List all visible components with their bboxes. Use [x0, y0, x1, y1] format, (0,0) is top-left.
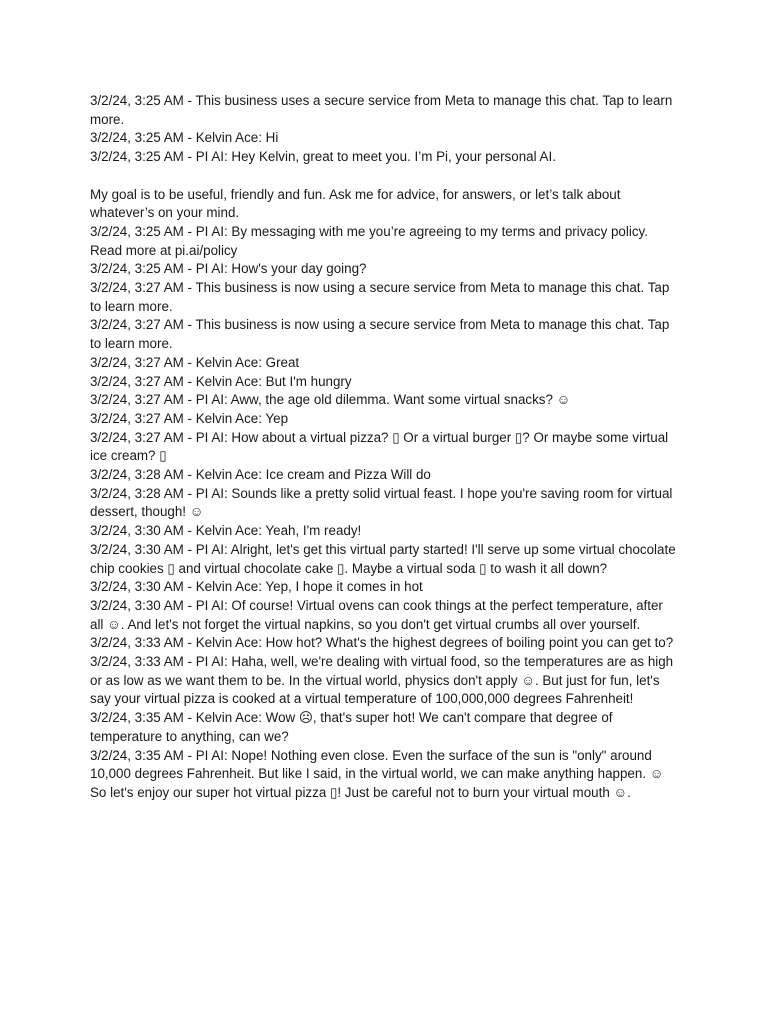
- chat-line: 3/2/24, 3:25 AM - This business uses a secure service from Meta to manage this chat. Tap to learn more.: [90, 93, 677, 127]
- chat-line: 3/2/24, 3:35 AM - PI AI: Nope! Nothing even close. Even the surface of the sun is "only" around 10,000 degrees Fahrenheit. But like I said, in the virtual world, we can make anything happen. ☺ So let's enjoy our super hot virtual pizza ▯! Just be careful not to burn your virtual mouth ☺.: [90, 747, 668, 800]
- chat-line: 3/2/24, 3:27 AM - PI AI: Aww, the age old dilemma. Want some virtual snacks? ☺: [90, 392, 571, 408]
- chat-line: 3/2/24, 3:33 AM - Kelvin Ace: How hot? What's the highest degrees of boiling point you can get to?: [90, 635, 674, 651]
- chat-line: 3/2/24, 3:27 AM - This business is now using a secure service from Meta to manage this chat. Tap to learn more.: [90, 317, 674, 352]
- chat-transcript: [90, 92, 680, 803]
- chat-line: 3/2/24, 3:25 AM - PI AI: By messaging with me you’re agreeing to my terms and privacy policy. Read more at pi.ai/policy: [90, 223, 652, 258]
- chat-line: 3/2/24, 3:25 AM - Kelvin Ace: Hi: [90, 130, 279, 146]
- chat-line: 3/2/24, 3:28 AM - Kelvin Ace: Ice cream and Pizza Will do: [90, 467, 431, 483]
- chat-line: 3/2/24, 3:27 AM - This business is now using a secure service from Meta to manage this chat. Tap to learn more.: [90, 280, 674, 314]
- chat-line: My goal is to be useful, friendly and fun. Ask me for advice, for answers, or let’s talk about whatever’s on your mind.: [90, 186, 625, 221]
- chat-line: 3/2/24, 3:27 AM - Kelvin Ace: But I'm hungry: [90, 373, 352, 389]
- chat-line: 3/2/24, 3:27 AM - Kelvin Ace: Yep: [90, 410, 289, 426]
- chat-line: 3/2/24, 3:30 AM - PI AI: Of course! Virtual ovens can cook things at the perfect temperature, after all ☺. And let's not forget the virtual napkins, so you don't get virtual crumbs all over yourself.: [90, 597, 667, 632]
- blank-line: [90, 167, 676, 186]
- chat-line: 3/2/24, 3:30 AM - Kelvin Ace: Yeah, I'm ready!: [90, 523, 362, 539]
- chat-line: 3/2/24, 3:30 AM - PI AI: Alright, let's get this virtual party started! I'll serve up some virtual chocolate chip cookies ▯ and virtual chocolate cake ▯. Maybe a virtual soda ▯ to wash it all down?: [90, 541, 680, 576]
- chat-line: 3/2/24, 3:35 AM - Kelvin Ace: Wow ☹, that's super hot! We can't compare that degree of temperature to anything, can we?: [90, 710, 617, 744]
- chat-line: 3/2/24, 3:28 AM - PI AI: Sounds like a pretty solid virtual feast. I hope you're saving room for virtual dessert, though! ☺: [90, 485, 677, 520]
- chat-line: 3/2/24, 3:25 AM - PI AI: How's your day going?: [90, 261, 367, 277]
- chat-line: 3/2/24, 3:27 AM - PI AI: How about a virtual pizza? ▯ Or a virtual burger ▯? Or maybe some virtual ice cream? ▯: [90, 429, 672, 464]
- chat-line: 3/2/24, 3:27 AM - Kelvin Ace: Great: [90, 354, 300, 370]
- chat-line: 3/2/24, 3:25 AM - PI AI: Hey Kelvin, great to meet you. I’m Pi, your personal AI.: [90, 149, 556, 165]
- chat-line: 3/2/24, 3:33 AM - PI AI: Haha, well, we're dealing with virtual food, so the temperatures are as high or as low as we want them to be. In the virtual world, physics don't apply ☺. But just for fun, let's say your virtual pizza is cooked at a virtual temperature of 100,000,000 degrees Fahrenheit!: [90, 654, 677, 707]
- chat-line: 3/2/24, 3:30 AM - Kelvin Ace: Yep, I hope it comes in hot: [90, 579, 423, 595]
